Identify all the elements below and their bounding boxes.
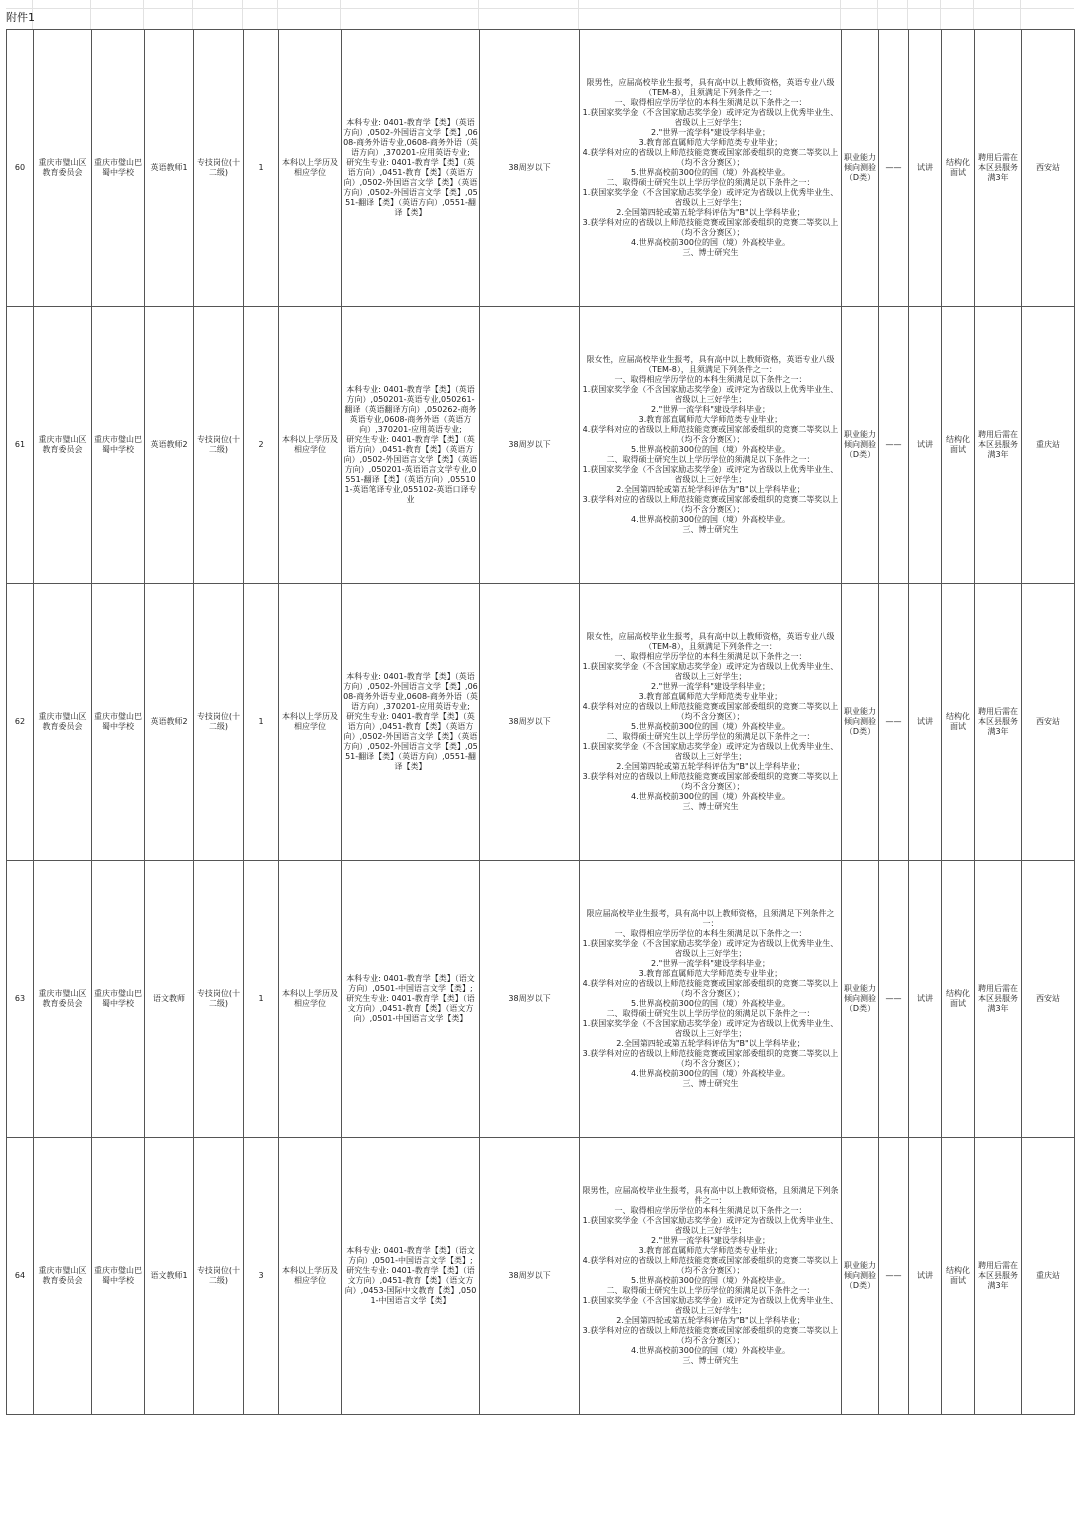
sheet-gridline bbox=[907, 0, 908, 29]
post-name-cell: 英语教师2 bbox=[145, 307, 194, 584]
sheet-gridline bbox=[340, 0, 341, 29]
post-name-cell: 语文教师1 bbox=[145, 1138, 194, 1415]
attachment-label: 附件1 bbox=[6, 11, 35, 24]
hire-count-cell: 2 bbox=[244, 307, 279, 584]
sheet-gridline bbox=[578, 0, 579, 29]
trial-lecture-cell: 试讲 bbox=[909, 584, 942, 861]
hire-count-cell: 1 bbox=[244, 584, 279, 861]
service-term-cell: 聘用后需在本区县服务满3年 bbox=[975, 584, 1022, 861]
sheet-gridline bbox=[1020, 0, 1021, 29]
interview-cell: 结构化面试 bbox=[942, 861, 975, 1138]
requirements-cell: 限应届高校毕业生报考，具有高中以上教师资格，且须满足下列条件之一： 一、取得相应学历学位的本科生须满足以下条件之一： 1.获国家奖学金（不含国家励志奖学金）或评定为省级以上优秀毕业生、省级以上三好学生； 2."世界一流学科"建设学科毕业； 3.教育部直属师范大学师范类专业毕业； 4.获学科对应的省级以上师范技能竞赛或国家部委组织的竞赛二等奖以上（均不含分赛区）； 5.世界高校前300位的国（境）外高校毕业。 二、取得硕士研究生以上学历学位的须满足以下条件之一： 1.获国家奖学金（不含国家励志奖学金）或评定为省级以上优秀毕业生、省级以上三好学生； 2.全国第四轮或第五轮学科评估为"B"以上学科毕业； 3.获学科对应的省级以上师范技能竞赛或国家部委组织的竞赛二等奖以上（均不含分赛区）； 4.世界高校前300位的国（境）外高校毕业。 三、博士研究生 bbox=[580, 861, 842, 1138]
hire-count-cell: 1 bbox=[244, 861, 279, 1138]
sheet-gridline bbox=[90, 0, 91, 29]
sheet-gridline bbox=[6, 8, 1074, 9]
sheet-gridline bbox=[973, 0, 974, 29]
employer-cell: 重庆市璧山巴蜀中学校 bbox=[92, 307, 145, 584]
major-cell: 本科专业: 0401-教育学【类】（英语方向）,050201-英语专业,050261-翻译（英语翻译方向）,050262-商务英语专业,0608-商务外语（英语方向）,370201-应用英语专业; 研究生专业: 0401-教育学【类】（英语方向）,0451-教育【类】（英语方向）,0502-外国语言文学【类】（英语方向）,050201-英语语言文学专业,0551-翻译【类】（英语方向）,055101-英语笔译专业,055102-英语口译专业 bbox=[342, 307, 480, 584]
interview-cell: 结构化面试 bbox=[942, 1138, 975, 1415]
dash-cell: —— bbox=[879, 1138, 909, 1415]
table-row bbox=[7, 1138, 1075, 1415]
sheet-gridline bbox=[277, 0, 278, 29]
row-number: 60 bbox=[7, 30, 34, 307]
dash-cell: —— bbox=[879, 30, 909, 307]
age-cell: 38周岁以下 bbox=[480, 1138, 580, 1415]
sheet-gridline bbox=[478, 0, 479, 29]
age-cell: 38周岁以下 bbox=[480, 307, 580, 584]
major-cell: 本科专业: 0401-教育学【类】（英语方向）,0502-外国语言文学【类】,0608-商务外语专业,0608-商务外语（英语方向）,370201-应用英语专业; 研究生专业: 0401-教育学【类】（英语方向）,0451-教育【类】（英语方向）,0502-外国语言文学【类】（英语方向）,0502-外国语言文学【类】,0551-翻译【类】（英语方向）,0551-翻译【类】 bbox=[342, 584, 480, 861]
trial-lecture-cell: 试讲 bbox=[909, 1138, 942, 1415]
education-cell: 本科以上学历及相应学位 bbox=[279, 1138, 342, 1415]
department-cell: 重庆市璧山区教育委员会 bbox=[34, 1138, 92, 1415]
sheet-gridline bbox=[877, 0, 878, 29]
written-exam-cell: 职业能力倾向测验（D类） bbox=[842, 1138, 879, 1415]
department-cell: 重庆市璧山区教育委员会 bbox=[34, 861, 92, 1138]
employer-cell: 重庆市璧山巴蜀中学校 bbox=[92, 1138, 145, 1415]
post-name-cell: 语文教师 bbox=[145, 861, 194, 1138]
written-exam-cell: 职业能力倾向测验（D类） bbox=[842, 307, 879, 584]
requirements-cell: 限女性，应届高校毕业生报考，具有高中以上教师资格，英语专业八级（TEM-8），且须满足下列条件之一： 一、取得相应学历学位的本科生须满足以下条件之一： 1.获国家奖学金（不含国家励志奖学金）或评定为省级以上优秀毕业生、省级以上三好学生； 2."世界一流学科"建设学科毕业； 3.教育部直属师范大学师范类专业毕业； 4.获学科对应的省级以上师范技能竞赛或国家部委组织的竞赛二等奖以上（均不含分赛区）； 5.世界高校前300位的国（境）外高校毕业。 二、取得硕士研究生以上学历学位的须满足以下条件之一： 1.获国家奖学金（不含国家励志奖学金）或评定为省级以上优秀毕业生、省级以上三好学生； 2.全国第四轮或第五轮学科评估为"B"以上学科毕业； 3.获学科对应的省级以上师范技能竞赛或国家部委组织的竞赛二等奖以上（均不含分赛区）； 4.世界高校前300位的国（境）外高校毕业。 三、博士研究生 bbox=[580, 584, 842, 861]
requirements-cell: 限男性，应届高校毕业生报考，具有高中以上教师资格，且须满足下列条件之一： 一、取得相应学历学位的本科生须满足以下条件之一： 1.获国家奖学金（不含国家励志奖学金）或评定为省级以上优秀毕业生、省级以上三好学生； 2."世界一流学科"建设学科毕业； 3.教育部直属师范大学师范类专业毕业； 4.获学科对应的省级以上师范技能竞赛或国家部委组织的竞赛二等奖以上（均不含分赛区）； 5.世界高校前300位的国（境）外高校毕业。 二、取得硕士研究生以上学历学位的须满足以下条件之一： 1.获国家奖学金（不含国家励志奖学金）或评定为省级以上优秀毕业生、省级以上三好学生； 2.全国第四轮或第五轮学科评估为"B"以上学科毕业； 3.获学科对应的省级以上师范技能竞赛或国家部委组织的竞赛二等奖以上（均不含分赛区）； 4.世界高校前300位的国（境）外高校毕业。 三、博士研究生 bbox=[580, 1138, 842, 1415]
service-term-cell: 聘用后需在本区县服务满3年 bbox=[975, 30, 1022, 307]
exam-site-cell: 重庆站 bbox=[1022, 307, 1075, 584]
row-number: 64 bbox=[7, 1138, 34, 1415]
employer-cell: 重庆市璧山巴蜀中学校 bbox=[92, 861, 145, 1138]
exam-site-cell: 西安站 bbox=[1022, 861, 1075, 1138]
dash-cell: —— bbox=[879, 861, 909, 1138]
trial-lecture-cell: 试讲 bbox=[909, 861, 942, 1138]
written-exam-cell: 职业能力倾向测验（D类） bbox=[842, 861, 879, 1138]
interview-cell: 结构化面试 bbox=[942, 584, 975, 861]
table-row bbox=[7, 584, 1075, 861]
requirements-cell: 限女性，应届高校毕业生报考，具有高中以上教师资格，英语专业八级（TEM-8），且须满足下列条件之一： 一、取得相应学历学位的本科生须满足以下条件之一： 1.获国家奖学金（不含国家励志奖学金）或评定为省级以上优秀毕业生、省级以上三好学生； 2."世界一流学科"建设学科毕业； 3.教育部直属师范大学师范类专业毕业； 4.获学科对应的省级以上师范技能竞赛或国家部委组织的竞赛二等奖以上（均不含分赛区）； 5.世界高校前300位的国（境）外高校毕业。 二、取得硕士研究生以上学历学位的须满足以下条件之一： 1.获国家奖学金（不含国家励志奖学金）或评定为省级以上优秀毕业生、省级以上三好学生； 2.全国第四轮或第五轮学科评估为"B"以上学科毕业； 3.获学科对应的省级以上师范技能竞赛或国家部委组织的竞赛二等奖以上（均不含分赛区）； 4.世界高校前300位的国（境）外高校毕业。 三、博士研究生 bbox=[580, 307, 842, 584]
age-cell: 38周岁以下 bbox=[480, 584, 580, 861]
dash-cell: —— bbox=[879, 584, 909, 861]
service-term-cell: 聘用后需在本区县服务满3年 bbox=[975, 1138, 1022, 1415]
age-cell: 38周岁以下 bbox=[480, 30, 580, 307]
exam-site-cell: 西安站 bbox=[1022, 584, 1075, 861]
recruitment-table bbox=[6, 29, 1075, 1415]
post-category-cell: 专技岗位(十二级) bbox=[194, 1138, 244, 1415]
table-row bbox=[7, 307, 1075, 584]
sheet-gridline bbox=[192, 0, 193, 29]
written-exam-cell: 职业能力倾向测验（D类） bbox=[842, 584, 879, 861]
trial-lecture-cell: 试讲 bbox=[909, 30, 942, 307]
department-cell: 重庆市璧山区教育委员会 bbox=[34, 307, 92, 584]
post-name-cell: 英语教师1 bbox=[145, 30, 194, 307]
department-cell: 重庆市璧山区教育委员会 bbox=[34, 584, 92, 861]
exam-site-cell: 西安站 bbox=[1022, 30, 1075, 307]
exam-site-cell: 重庆站 bbox=[1022, 1138, 1075, 1415]
post-name-cell: 英语教师2 bbox=[145, 584, 194, 861]
dash-cell: —— bbox=[879, 307, 909, 584]
interview-cell: 结构化面试 bbox=[942, 307, 975, 584]
education-cell: 本科以上学历及相应学位 bbox=[279, 30, 342, 307]
employer-cell: 重庆市璧山巴蜀中学校 bbox=[92, 30, 145, 307]
sheet-gridline bbox=[840, 0, 841, 29]
education-cell: 本科以上学历及相应学位 bbox=[279, 307, 342, 584]
education-cell: 本科以上学历及相应学位 bbox=[279, 861, 342, 1138]
row-number: 62 bbox=[7, 584, 34, 861]
department-cell: 重庆市璧山区教育委员会 bbox=[34, 30, 92, 307]
sheet-gridline bbox=[940, 0, 941, 29]
major-cell: 本科专业: 0401-教育学【类】（语文方向）,0501-中国语言文学【类】; 研究生专业: 0401-教育学【类】（语文方向）,0451-教育【类】（语文方向）,0501-中国语言文学【类】 bbox=[342, 861, 480, 1138]
row-number: 63 bbox=[7, 861, 34, 1138]
hire-count-cell: 3 bbox=[244, 1138, 279, 1415]
hire-count-cell: 1 bbox=[244, 30, 279, 307]
service-term-cell: 聘用后需在本区县服务满3年 bbox=[975, 307, 1022, 584]
row-number: 61 bbox=[7, 307, 34, 584]
sheet-gridline bbox=[242, 0, 243, 29]
interview-cell: 结构化面试 bbox=[942, 30, 975, 307]
trial-lecture-cell: 试讲 bbox=[909, 307, 942, 584]
age-cell: 38周岁以下 bbox=[480, 861, 580, 1138]
post-category-cell: 专技岗位(十二级) bbox=[194, 307, 244, 584]
requirements-cell: 限男性，应届高校毕业生报考，具有高中以上教师资格，英语专业八级（TEM-8），且须满足下列条件之一： 一、取得相应学历学位的本科生须满足以下条件之一： 1.获国家奖学金（不含国家励志奖学金）或评定为省级以上优秀毕业生、省级以上三好学生； 2."世界一流学科"建设学科毕业； 3.教育部直属师范大学师范类专业毕业； 4.获学科对应的省级以上师范技能竞赛或国家部委组织的竞赛二等奖以上（均不含分赛区）； 5.世界高校前300位的国（境）外高校毕业。 二、取得硕士研究生以上学历学位的须满足以下条件之一： 1.获国家奖学金（不含国家励志奖学金）或评定为省级以上优秀毕业生、省级以上三好学生； 2.全国第四轮或第五轮学科评估为"B"以上学科毕业； 3.获学科对应的省级以上师范技能竞赛或国家部委组织的竞赛二等奖以上（均不含分赛区）； 4.世界高校前300位的国（境）外高校毕业。 三、博士研究生 bbox=[580, 30, 842, 307]
service-term-cell: 聘用后需在本区县服务满3年 bbox=[975, 861, 1022, 1138]
post-category-cell: 专技岗位(十二级) bbox=[194, 861, 244, 1138]
education-cell: 本科以上学历及相应学位 bbox=[279, 584, 342, 861]
table-row bbox=[7, 861, 1075, 1138]
major-cell: 本科专业: 0401-教育学【类】（语文方向）,0501-中国语言文学【类】; 研究生专业: 0401-教育学【类】（语文方向）,0451-教育【类】（语文方向）,0453-国际中文教育【类】,0501-中国语言文学【类】 bbox=[342, 1138, 480, 1415]
table-row bbox=[7, 30, 1075, 307]
written-exam-cell: 职业能力倾向测验（D类） bbox=[842, 30, 879, 307]
sheet-gridline bbox=[143, 0, 144, 29]
post-category-cell: 专技岗位(十二级) bbox=[194, 584, 244, 861]
post-category-cell: 专技岗位(十二级) bbox=[194, 30, 244, 307]
major-cell: 本科专业: 0401-教育学【类】（英语方向）,0502-外国语言文学【类】,0608-商务外语专业,0608-商务外语（英语方向）,370201-应用英语专业; 研究生专业: 0401-教育学【类】（英语方向）,0451-教育【类】（英语方向）,0502-外国语言文学【类】（英语方向）,0502-外国语言文学【类】,0551-翻译【类】（英语方向）,0551-翻译【类】 bbox=[342, 30, 480, 307]
employer-cell: 重庆市璧山巴蜀中学校 bbox=[92, 584, 145, 861]
